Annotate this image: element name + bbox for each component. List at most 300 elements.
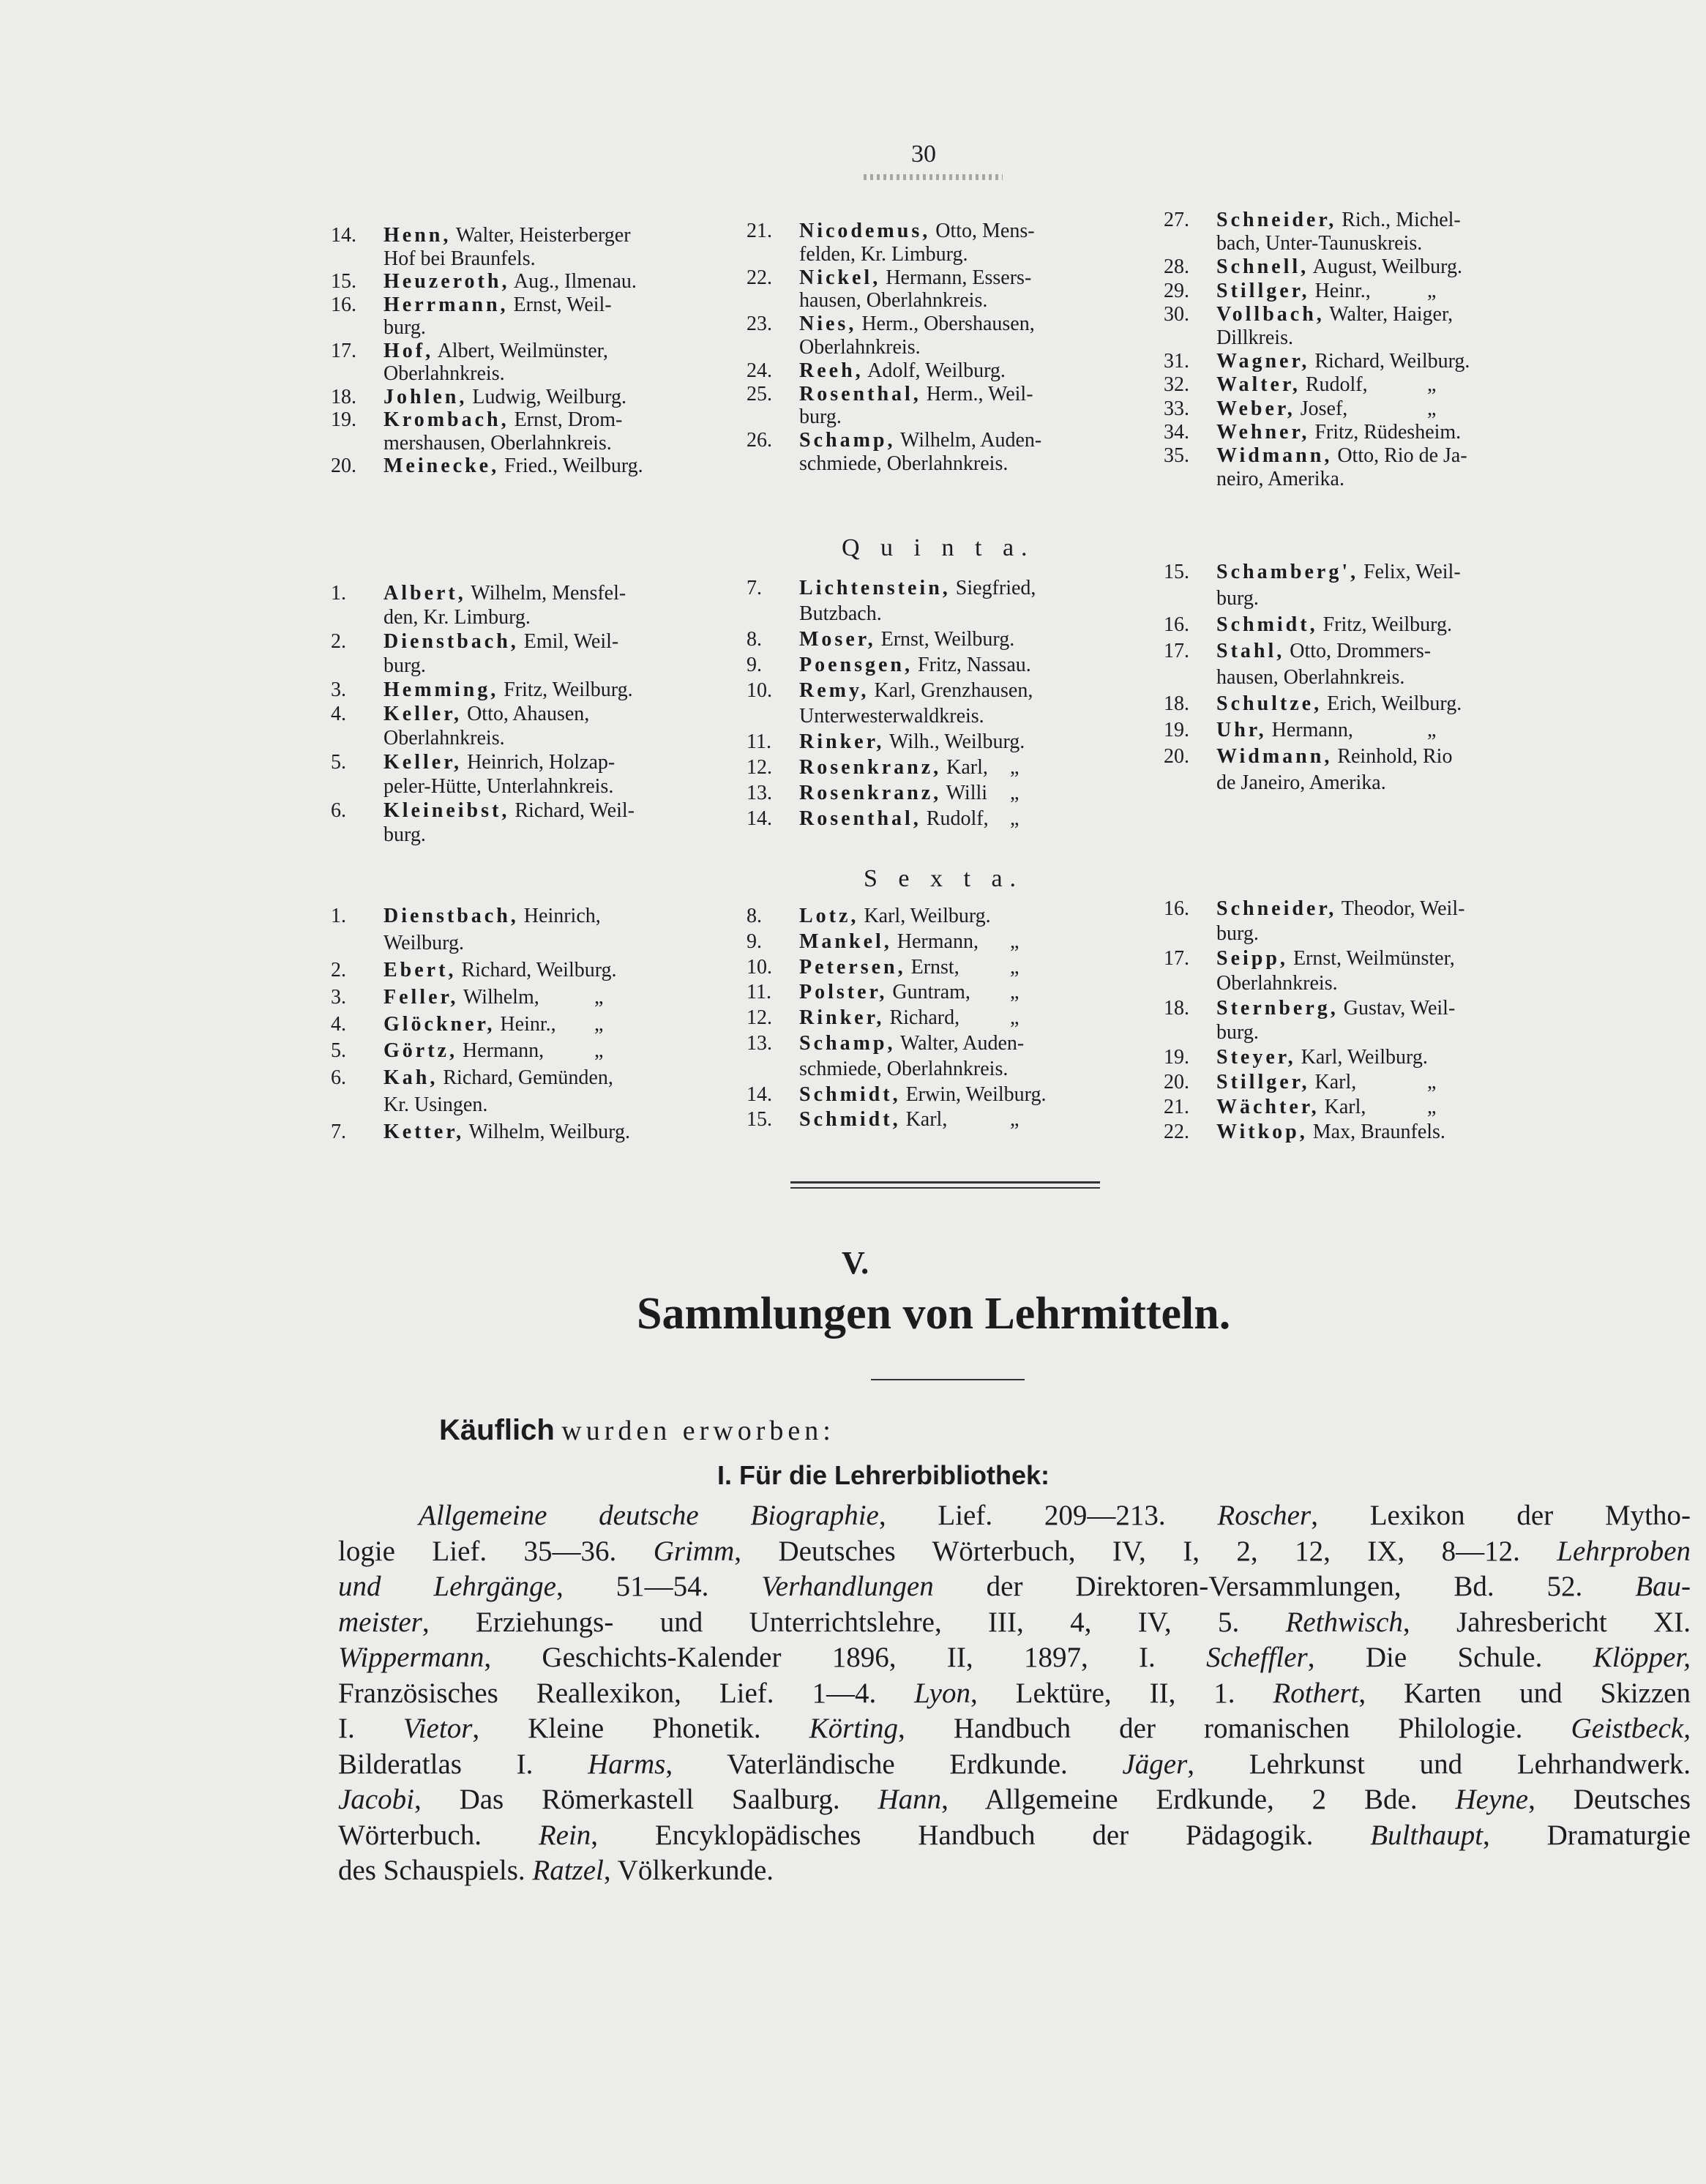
entry-details: Heinrich,: [523, 905, 601, 927]
entry-name: Herrmann,: [384, 293, 509, 316]
entry-name: Rosenkranz,: [799, 782, 942, 804]
ditto-mark: „: [1010, 1108, 1020, 1132]
entry-name: Ketter,: [384, 1121, 465, 1144]
entry-name: Kleineibst,: [384, 799, 510, 822]
entry-text: [799, 1083, 1047, 1107]
entry-continuation: burg.: [384, 654, 426, 677]
entry-text: [1216, 997, 1455, 1020]
ditto-mark: „: [1427, 373, 1437, 397]
entry-text: [1216, 255, 1462, 279]
entry-name: Stillger,: [1216, 279, 1310, 302]
entry-number: 13.: [747, 1031, 772, 1055]
entry-name: Keller,: [384, 751, 463, 774]
entry-number: 16.: [1164, 897, 1189, 920]
entry-continuation: hausen, Oberlahnkreis.: [799, 289, 988, 313]
entry-name: Polster,: [799, 981, 888, 1004]
entry-details: Ernst, Weilmünster,: [1292, 946, 1455, 970]
paragraph-text: Französisches Reallexikon, Lief. 1—4.: [338, 1677, 915, 1709]
entry-text: [799, 730, 1025, 754]
entry-text: [1216, 373, 1368, 397]
entry-continuation: den, Kr. Limburg.: [384, 606, 531, 629]
entry-text: [799, 266, 1031, 290]
entry-details: Rudolf,: [1305, 373, 1368, 397]
entry-name: Weber,: [1216, 397, 1295, 420]
entry-number: 33.: [1164, 397, 1189, 420]
entry-number: 22.: [747, 266, 772, 289]
entry-text: [1216, 1096, 1366, 1119]
paragraph-text: des Schauspiels.: [338, 1855, 533, 1886]
entry-details: Rich., Michel-: [1342, 209, 1461, 231]
entry-number: 18.: [1164, 996, 1189, 1020]
entry-text: [1216, 280, 1371, 303]
entry-number: 31.: [1164, 350, 1189, 373]
entry-text: [1216, 1071, 1356, 1094]
paragraph-text: , Kleine Phonetik.: [472, 1713, 809, 1744]
entry-details: Otto, Drommers-: [1290, 640, 1432, 662]
entry-details: August, Weilburg.: [1312, 255, 1462, 279]
entry-continuation: burg.: [1216, 587, 1259, 610]
paragraph-text: Bilderatlas I.: [338, 1748, 588, 1780]
entry-number: 14.: [747, 1082, 772, 1106]
entry-text: [799, 782, 987, 805]
paragraph-text: , Vaterländische Erdkunde.: [665, 1748, 1123, 1780]
paragraph-text: , Erziehungs- und Unterrichtslehre, III, 4, IV, 5.: [422, 1606, 1286, 1638]
author-or-title-italic: Hann: [878, 1784, 942, 1815]
author-or-title-italic: Verhandlungen: [761, 1571, 934, 1602]
entry-number: 4.: [331, 1012, 346, 1036]
entry-details: Aug., Ilmenau.: [513, 270, 637, 293]
ditto-mark: „: [594, 985, 604, 1009]
entry-continuation: schmiede, Oberlahnkreis.: [799, 452, 1009, 475]
entry-number: 19.: [1164, 719, 1189, 741]
entry-name: Keller,: [384, 703, 463, 725]
entry-number: 8.: [747, 628, 762, 651]
ditto-mark: „: [1427, 1096, 1437, 1119]
entry-name: Wehner,: [1216, 420, 1310, 444]
entry-number: 4.: [331, 703, 346, 725]
entry-text: [384, 224, 631, 247]
entry-details: Josef,: [1300, 397, 1348, 420]
entry-details: Ernst, Drom-: [514, 408, 623, 431]
entry-name: Nicodemus,: [799, 220, 931, 242]
entry-continuation: felden, Kr. Limburg.: [799, 242, 968, 266]
entry-number: 1.: [331, 582, 346, 605]
entry-number: 11.: [747, 730, 771, 753]
entry-name: Dienstbach,: [384, 905, 519, 927]
entry-name: Poensgen,: [799, 654, 913, 676]
author-or-title-italic: Wippermann: [338, 1642, 485, 1673]
section-number: V.: [842, 1245, 869, 1281]
entry-number: 14.: [747, 807, 772, 830]
ditto-mark: „: [1427, 397, 1437, 420]
entry-details: Karl, Grenzhausen,: [874, 679, 1033, 702]
paragraph-text: , Dramaturgie: [1483, 1819, 1691, 1851]
entry-continuation: hausen, Oberlahnkreis.: [1216, 666, 1405, 689]
entry-text: [799, 359, 1006, 383]
entry-details: Felix, Weil-: [1363, 561, 1461, 583]
paragraph-line: [338, 1535, 1691, 1571]
entry-name: Feller,: [384, 985, 459, 1009]
entry-number: 16.: [1164, 613, 1189, 636]
author-or-title-italic: Roscher: [1217, 1500, 1312, 1531]
entry-details: Reinhold, Rio: [1337, 745, 1453, 768]
entry-number: 2.: [331, 630, 346, 653]
entry-details: Walter, Heisterberger: [455, 224, 631, 247]
entry-details: Heinr.,: [1314, 279, 1371, 302]
entry-continuation: schmiede, Oberlahnkreis.: [799, 1057, 1009, 1080]
paragraph-line: [338, 1606, 1691, 1642]
entry-number: 10.: [747, 679, 772, 702]
ditto-mark: „: [1010, 807, 1020, 830]
entry-number: 28.: [1164, 255, 1189, 279]
ditto-mark: „: [1010, 930, 1020, 953]
page-ornament: [864, 174, 1003, 180]
entry-name: Remy,: [799, 679, 869, 702]
entry-details: Wilhelm, Auden-: [899, 429, 1042, 452]
entry-details: Otto, Rio de Ja-: [1337, 444, 1467, 467]
entry-text: [799, 756, 988, 779]
entry-continuation: burg.: [384, 823, 426, 846]
author-or-title-italic: meister: [338, 1606, 422, 1638]
entry-details: Fritz, Weilburg.: [1322, 613, 1452, 636]
entry-continuation: neiro, Amerika.: [1216, 468, 1344, 491]
entry-number: 34.: [1164, 420, 1189, 444]
double-rule-bottom: [790, 1187, 1100, 1189]
entry-name: Seipp,: [1216, 946, 1288, 970]
entry-details: Hermann,: [462, 1039, 545, 1063]
entry-number: 5.: [331, 1039, 346, 1063]
entry-details: Willi: [946, 782, 988, 804]
entry-number: 8.: [747, 905, 762, 927]
entry-number: 5.: [331, 751, 346, 774]
author-or-title-italic: Bau-: [1635, 1571, 1691, 1602]
entry-continuation: Unterwesterwaldkreis.: [799, 705, 984, 728]
entry-details: Richard, Weilburg.: [1314, 350, 1470, 373]
entry-number: 18.: [1164, 692, 1189, 715]
entry-continuation: Weilburg.: [384, 931, 464, 954]
author-or-title-italic: Vietor: [403, 1713, 473, 1744]
entry-number: 19.: [331, 408, 356, 431]
entry-text: [1216, 421, 1461, 444]
entry-text: [1216, 397, 1347, 421]
entry-name: Wagner,: [1216, 350, 1310, 373]
entry-details: Hermann,: [1271, 719, 1353, 741]
entry-continuation: Kr. Usingen.: [384, 1093, 488, 1117]
paragraph-text: , Völkerkunde.: [603, 1855, 774, 1886]
entry-text: [384, 386, 626, 409]
entry-name: Moser,: [799, 628, 876, 651]
paragraph-text: , Deutsches: [1528, 1784, 1691, 1815]
ditto-mark: „: [1010, 782, 1020, 804]
entry-continuation: Oberlahnkreis.: [384, 362, 505, 385]
entry-text: [799, 654, 1031, 677]
paragraph-text: , Handbuch der romanischen Philologie.: [898, 1713, 1571, 1744]
entry-number: 17.: [331, 339, 356, 362]
entry-text: [1216, 692, 1462, 716]
entry-text: [384, 1066, 613, 1090]
entry-number: 12.: [747, 1006, 772, 1030]
author-or-title-italic: Rethwisch: [1285, 1606, 1403, 1638]
entry-text: [384, 1039, 544, 1063]
entry-number: 9.: [747, 654, 762, 676]
entry-number: 16.: [331, 293, 356, 316]
entry-number: 9.: [747, 930, 762, 953]
subheading-teacher-library: I. Für die Lehrerbibliothek:: [717, 1460, 1050, 1490]
entry-number: 14.: [331, 224, 356, 247]
entry-text: [1216, 561, 1461, 584]
entry-name: Schneider,: [1216, 209, 1337, 231]
entry-number: 24.: [747, 359, 772, 382]
entry-continuation: Oberlahnkreis.: [799, 335, 921, 359]
entry-name: Schmidt,: [1216, 613, 1318, 636]
paragraph-text: , 51—54.: [555, 1571, 762, 1602]
entry-name: Uhr,: [1216, 719, 1267, 741]
entry-continuation: peler-Hütte, Unterlahnkreis.: [384, 775, 614, 798]
entry-text: [799, 220, 1035, 243]
entry-text: [799, 313, 1035, 336]
entry-name: Schamp,: [799, 429, 896, 452]
section-title: Sammlungen von Lehrmitteln.: [637, 1289, 1231, 1339]
entry-number: 1.: [331, 905, 346, 927]
entry-name: Johlen,: [384, 385, 468, 408]
author-or-title-italic: Geistbeck,: [1571, 1713, 1691, 1744]
entry-text: [384, 270, 637, 293]
author-or-title-italic: Ratzel: [532, 1855, 604, 1886]
entry-continuation: Hof bei Braunfels.: [384, 247, 536, 270]
author-or-title-italic: Allgemeine deutsche Biographie: [419, 1500, 879, 1531]
entry-name: Meinecke,: [384, 455, 500, 477]
entry-text: [799, 807, 989, 831]
ditto-mark: „: [1010, 955, 1020, 979]
entry-number: 32.: [1164, 373, 1189, 397]
paragraph-text: , Encyklopädisches Handbuch der Pädagogik.: [591, 1819, 1371, 1851]
entry-text: [384, 986, 539, 1009]
entry-details: Karl,: [946, 756, 988, 779]
entry-details: Erwin, Weilburg.: [905, 1082, 1047, 1106]
entry-number: 19.: [1164, 1046, 1189, 1069]
entry-name: Nies,: [799, 313, 857, 336]
entry-name: Schnell,: [1216, 255, 1309, 279]
entry-details: Ernst, Weilburg.: [880, 628, 1015, 651]
entry-name: Görtz,: [384, 1039, 457, 1063]
purchased-rest: wurden erworben:: [561, 1416, 835, 1446]
author-or-title-italic: und Lehrgänge: [338, 1571, 556, 1602]
entry-details: Fritz, Nassau.: [918, 654, 1031, 676]
entry-name: Henn,: [384, 224, 452, 247]
entry-text: [1216, 897, 1464, 921]
entry-continuation: burg.: [384, 316, 426, 339]
entry-details: Heinrich, Holzap-: [467, 751, 616, 774]
entry-details: Ernst, Weil-: [513, 293, 612, 316]
paragraph-text: , Lehrkunst und Lehrhandwerk.: [1187, 1748, 1691, 1780]
author-or-title-italic: Rein: [538, 1819, 591, 1851]
entry-details: Herm., Obershausen,: [861, 313, 1035, 336]
entry-continuation: mershausen, Oberlahnkreis.: [384, 431, 612, 455]
entry-details: Gustav, Weil-: [1343, 996, 1456, 1020]
entry-text: [1216, 613, 1452, 637]
paragraph-text: , Die Schule.: [1307, 1642, 1593, 1673]
paragraph-line: [338, 1570, 1691, 1606]
ditto-mark: „: [1427, 1071, 1437, 1094]
entry-details: Albert, Weilmünster,: [437, 339, 608, 362]
entry-details: Theodor, Weil-: [1341, 897, 1465, 920]
entry-details: Wilhelm, Mensfel-: [471, 582, 626, 605]
entry-number: 21.: [1164, 1096, 1189, 1119]
paragraph-text: , Jahresbericht XI.: [1402, 1606, 1691, 1638]
entry-details: Heinr.,: [500, 1012, 556, 1036]
entry-name: Stillger,: [1216, 1071, 1310, 1094]
entry-name: Widmann,: [1216, 444, 1333, 467]
entry-details: Fritz, Rüdesheim.: [1314, 420, 1462, 444]
entry-name: Krombach,: [384, 408, 509, 431]
entry-number: 30.: [1164, 302, 1189, 326]
entry-text: [384, 905, 601, 928]
book-list-paragraph: [338, 1499, 1691, 1890]
entry-number: 22.: [1164, 1121, 1189, 1144]
entry-details: Karl,: [1324, 1096, 1366, 1119]
entry-number: 26.: [747, 429, 772, 452]
entry-number: 3.: [331, 985, 346, 1009]
entry-text: [1216, 745, 1452, 768]
entry-number: 6.: [331, 1066, 346, 1090]
entry-name: Heuzeroth,: [384, 270, 510, 293]
entry-text: [799, 679, 1033, 703]
entry-details: Otto, Ahausen,: [467, 703, 590, 725]
author-or-title-italic: Jäger: [1122, 1748, 1188, 1780]
author-or-title-italic: Lyon: [914, 1677, 970, 1709]
ditto-mark: „: [1427, 719, 1437, 741]
entry-number: 15.: [747, 1108, 772, 1132]
paragraph-line: [338, 1819, 1691, 1855]
entry-name: Stahl,: [1216, 640, 1285, 662]
entry-name: Witkop,: [1216, 1121, 1308, 1144]
entry-continuation: burg.: [1216, 921, 1259, 945]
title-rule: [871, 1379, 1025, 1380]
entry-details: Ernst,: [910, 955, 959, 979]
paragraph-line: [338, 1677, 1691, 1713]
entry-details: Richard,: [889, 1006, 960, 1030]
entry-details: Walter, Haiger,: [1329, 302, 1454, 326]
paragraph-text: I.: [338, 1713, 403, 1744]
author-or-title-italic: Bulthaupt: [1370, 1819, 1484, 1851]
paragraph-text: , Allgemeine Erdkunde, 2 Bde.: [941, 1784, 1456, 1815]
author-or-title-italic: Heyne: [1455, 1784, 1529, 1815]
entry-number: 25.: [747, 382, 772, 405]
entry-text: [384, 455, 643, 478]
entry-name: Glöckner,: [384, 1012, 495, 1036]
entry-number: 15.: [1164, 561, 1189, 583]
entry-name: Hof,: [384, 339, 434, 362]
entry-number: 7.: [331, 1121, 346, 1144]
entry-number: 12.: [747, 756, 772, 779]
entry-details: Hermann, Essers-: [886, 266, 1032, 289]
entry-text: [384, 1121, 630, 1144]
entry-name: Lichtenstein,: [799, 577, 951, 599]
paragraph-text: , Geschichts-Kalender 1896, II, 1897, I.: [484, 1642, 1207, 1673]
page-number: 30: [911, 141, 936, 168]
entry-details: Herm., Weil-: [926, 382, 1033, 405]
paragraph-line: [338, 1641, 1691, 1677]
entry-details: Hermann,: [897, 930, 979, 953]
entry-number: 18.: [331, 385, 356, 408]
entry-text: [1216, 303, 1453, 326]
entry-details: Karl,: [1314, 1071, 1357, 1094]
entry-details: Walter, Auden-: [899, 1031, 1025, 1055]
entry-text: [1216, 444, 1467, 468]
entry-name: Schultze,: [1216, 692, 1322, 715]
entry-continuation: Butzbach.: [799, 602, 882, 625]
entry-number: 3.: [331, 678, 346, 701]
entry-text: [384, 751, 615, 774]
ditto-mark: „: [594, 1039, 604, 1063]
paragraph-text: , Das Römerkastell Saalburg.: [414, 1784, 878, 1815]
entry-text: [799, 383, 1033, 406]
entry-number: 27.: [1164, 209, 1189, 231]
entry-details: Wilhelm,: [463, 985, 539, 1009]
author-or-title-italic: Jacobi: [338, 1784, 414, 1815]
entry-details: Karl, Weilburg.: [864, 905, 991, 927]
paragraph-text: , Karten und Skizzen: [1358, 1677, 1691, 1709]
entry-number: 29.: [1164, 279, 1189, 302]
entry-name: Lotz,: [799, 905, 859, 927]
entry-name: Kah,: [384, 1066, 438, 1090]
entry-number: 11.: [747, 981, 771, 1004]
paragraph-text: der Direktoren-Versammlungen, Bd. 52.: [933, 1571, 1636, 1602]
entry-details: Karl, Weilburg.: [1301, 1046, 1428, 1069]
entry-text: [799, 577, 1036, 600]
entry-name: Hemming,: [384, 678, 499, 701]
paragraph-line: [338, 1712, 1691, 1748]
paragraph-line: [338, 1748, 1691, 1784]
entry-text: [384, 340, 608, 363]
entry-name: Albert,: [384, 582, 466, 605]
entry-number: 20.: [331, 455, 356, 477]
entry-name: Rinker,: [799, 1006, 885, 1030]
entry-name: Sternberg,: [1216, 996, 1339, 1020]
entry-number: 10.: [747, 955, 772, 979]
entry-name: Wächter,: [1216, 1096, 1320, 1119]
entry-number: 20.: [1164, 745, 1189, 768]
paragraph-text: , Lektüre, II, 1.: [970, 1677, 1273, 1709]
paragraph-text: logie Lief. 35—36.: [338, 1535, 654, 1567]
entry-continuation: Oberlahnkreis.: [384, 727, 505, 749]
entry-details: Richard, Weilburg.: [461, 958, 617, 981]
entry-continuation: Dillkreis.: [1216, 326, 1293, 349]
entry-details: Emil, Weil-: [523, 630, 619, 653]
entry-name: Petersen,: [799, 955, 906, 979]
entry-number: 17.: [1164, 640, 1189, 662]
entry-text: [799, 981, 970, 1004]
paragraph-text: , Lexikon der Mytho-: [1311, 1500, 1691, 1531]
entry-details: Max, Braunfels.: [1312, 1121, 1445, 1144]
paragraph-text: , Deutsches Wörterbuch, IV, I, 2, 12, IX, 8—12.: [734, 1535, 1557, 1567]
entry-continuation: de Janeiro, Amerika.: [1216, 771, 1386, 794]
entry-text: [384, 630, 618, 654]
author-or-title-italic: Scheffler: [1206, 1642, 1308, 1673]
ditto-mark: „: [1010, 756, 1020, 779]
paragraph-line: [338, 1499, 1691, 1535]
entry-text: [384, 408, 622, 432]
entry-text: [1216, 350, 1470, 373]
author-or-title-italic: Körting: [809, 1713, 899, 1744]
entry-text: [1216, 947, 1455, 971]
entry-details: Rudolf,: [926, 807, 989, 830]
author-or-title-italic: Harms: [588, 1748, 666, 1780]
entry-text: [1216, 209, 1461, 232]
entry-name: Rosenthal,: [799, 807, 921, 830]
ditto-mark: „: [1010, 1006, 1020, 1030]
entry-details: Richard, Gemünden,: [443, 1066, 613, 1090]
